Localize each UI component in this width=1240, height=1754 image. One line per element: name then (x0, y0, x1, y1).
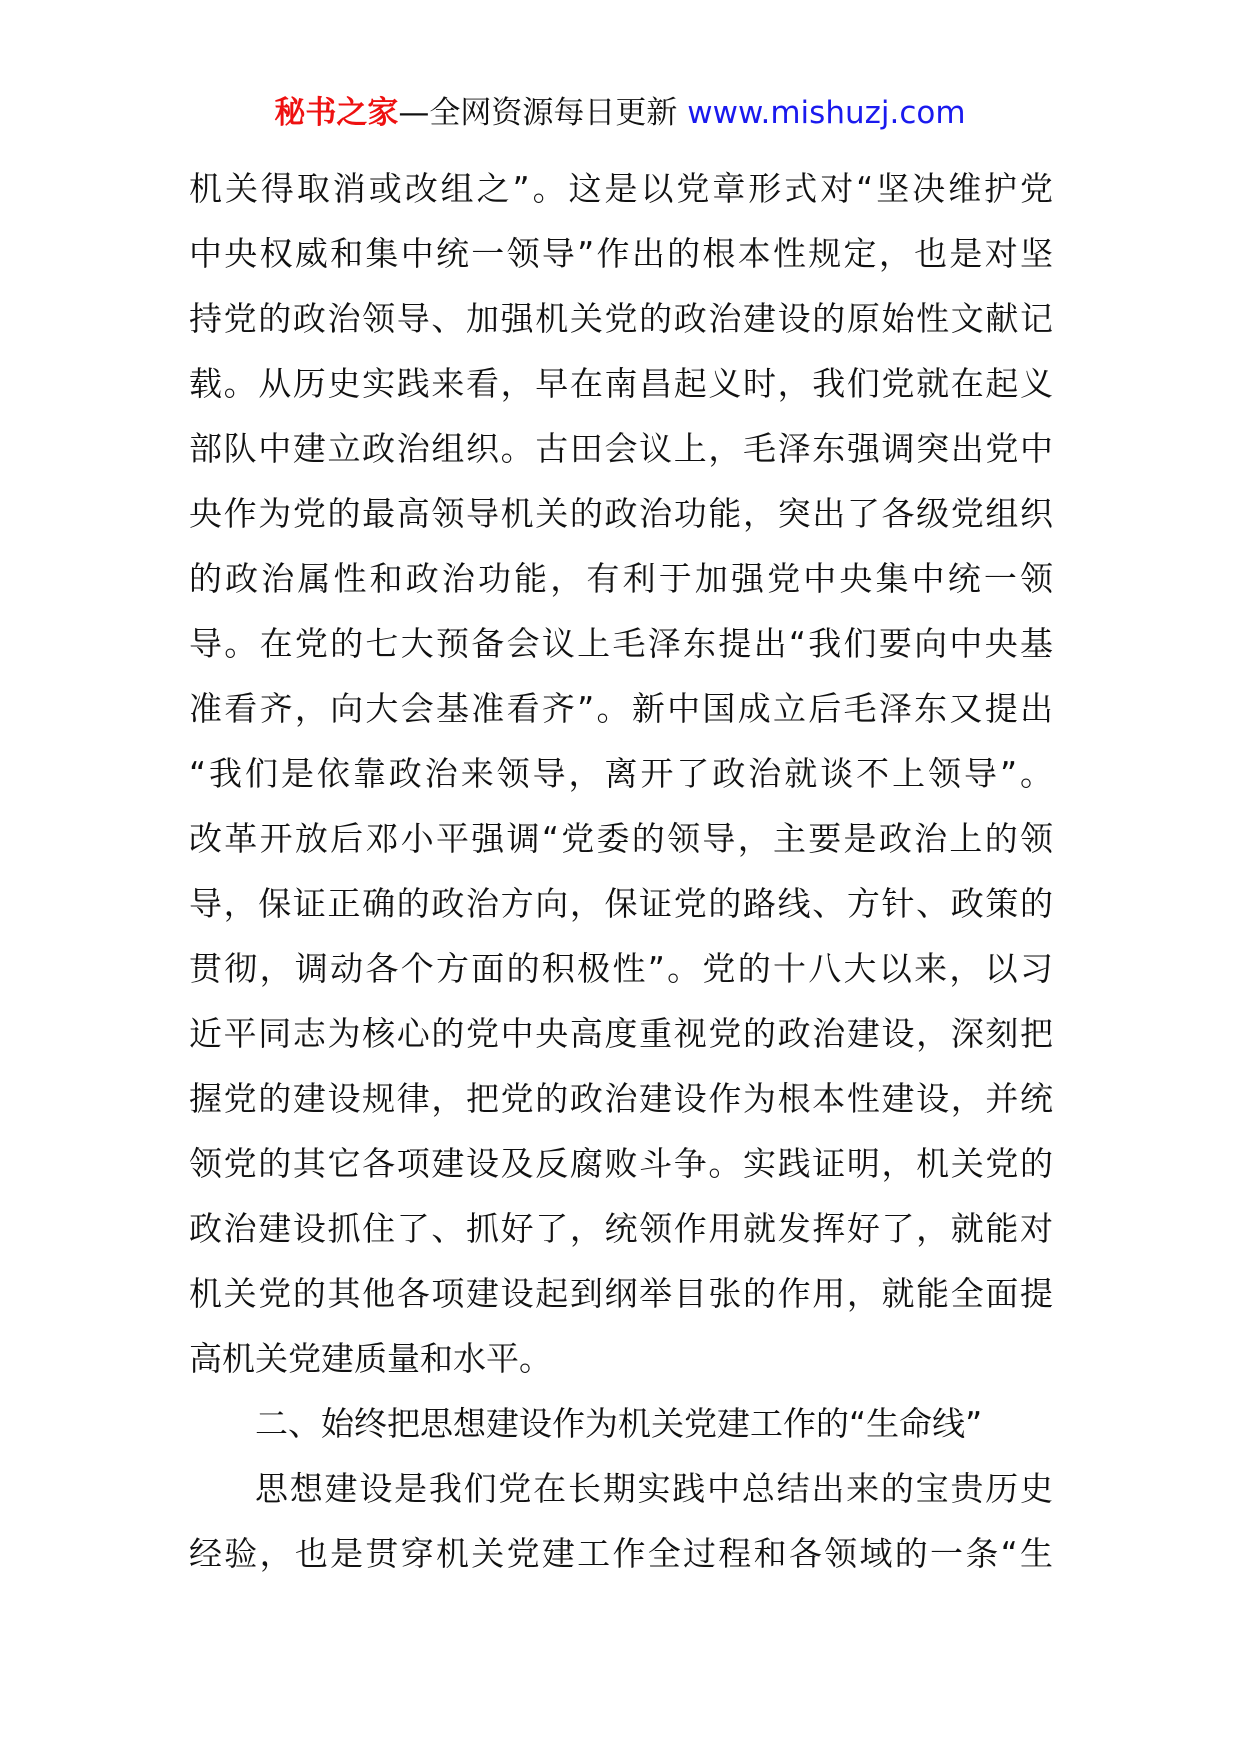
paragraph-line: 近平同志为核心的党中央高度重视党的政治建设，深刻把 (189, 1014, 1053, 1053)
paragraph-line: 载。从历史实践来看，早在南昌起义时，我们党就在起义 (189, 364, 1053, 403)
paragraph-line: 的政治属性和政治功能，有利于加强党中央集中统一领 (189, 559, 1053, 598)
paragraph-line: 机关得取消或改组之”。这是以党章形式对“坚决维护党 (189, 169, 1053, 208)
paragraph-line: “我们是依靠政治来领导，离开了政治就谈不上领导”。 (189, 754, 1053, 793)
document-body (189, 156, 1053, 1586)
paragraph-line: 握党的建设规律，把党的政治建设作为根本性建设，并统 (189, 1079, 1053, 1118)
paragraph-line: 准看齐，向大会基准看齐”。新中国成立后毛泽东又提出 (189, 689, 1053, 728)
paragraph-line: 导。在党的七大预备会议上毛泽东提出“我们要向中央基 (189, 624, 1053, 663)
paragraph-line: 思想建设是我们党在长期实践中总结出来的宝贵历史 (255, 1469, 1053, 1508)
site-brand: 秘书之家 (274, 95, 399, 131)
site-tagline: —全网资源每日更新 (398, 95, 688, 131)
section-heading: 二、始终把思想建设作为机关党建工作的“生命线” (255, 1404, 983, 1443)
paragraph-line: 高机关党建质量和水平。 (189, 1339, 552, 1378)
paragraph-line: 中央权威和集中统一领导”作出的根本性规定，也是对坚 (189, 234, 1053, 273)
paragraph-line: 领党的其它各项建设及反腐败斗争。实践证明，机关党的 (189, 1144, 1053, 1183)
site-header (0, 95, 1240, 131)
site-url-link[interactable]: www.mishuzj.com (687, 95, 966, 131)
paragraph-line: 导，保证正确的政治方向，保证党的路线、方针、政策的 (189, 884, 1053, 923)
paragraph-line: 改革开放后邓小平强调“党委的领导，主要是政治上的领 (189, 819, 1053, 858)
paragraph-line: 经验，也是贯穿机关党建工作全过程和各领域的一条“生 (189, 1534, 1053, 1573)
paragraph-line: 贯彻，调动各个方面的积极性”。党的十八大以来，以习 (189, 949, 1053, 988)
paragraph-line: 部队中建立政治组织。古田会议上，毛泽东强调突出党中 (189, 429, 1053, 468)
paragraph-line: 机关党的其他各项建设起到纲举目张的作用，就能全面提 (189, 1274, 1053, 1313)
paragraph-line: 央作为党的最高领导机关的政治功能，突出了各级党组织 (189, 494, 1053, 533)
paragraph-line: 持党的政治领导、加强机关党的政治建设的原始性文献记 (189, 299, 1053, 338)
paragraph-line: 政治建设抓住了、抓好了，统领作用就发挥好了，就能对 (189, 1209, 1053, 1248)
